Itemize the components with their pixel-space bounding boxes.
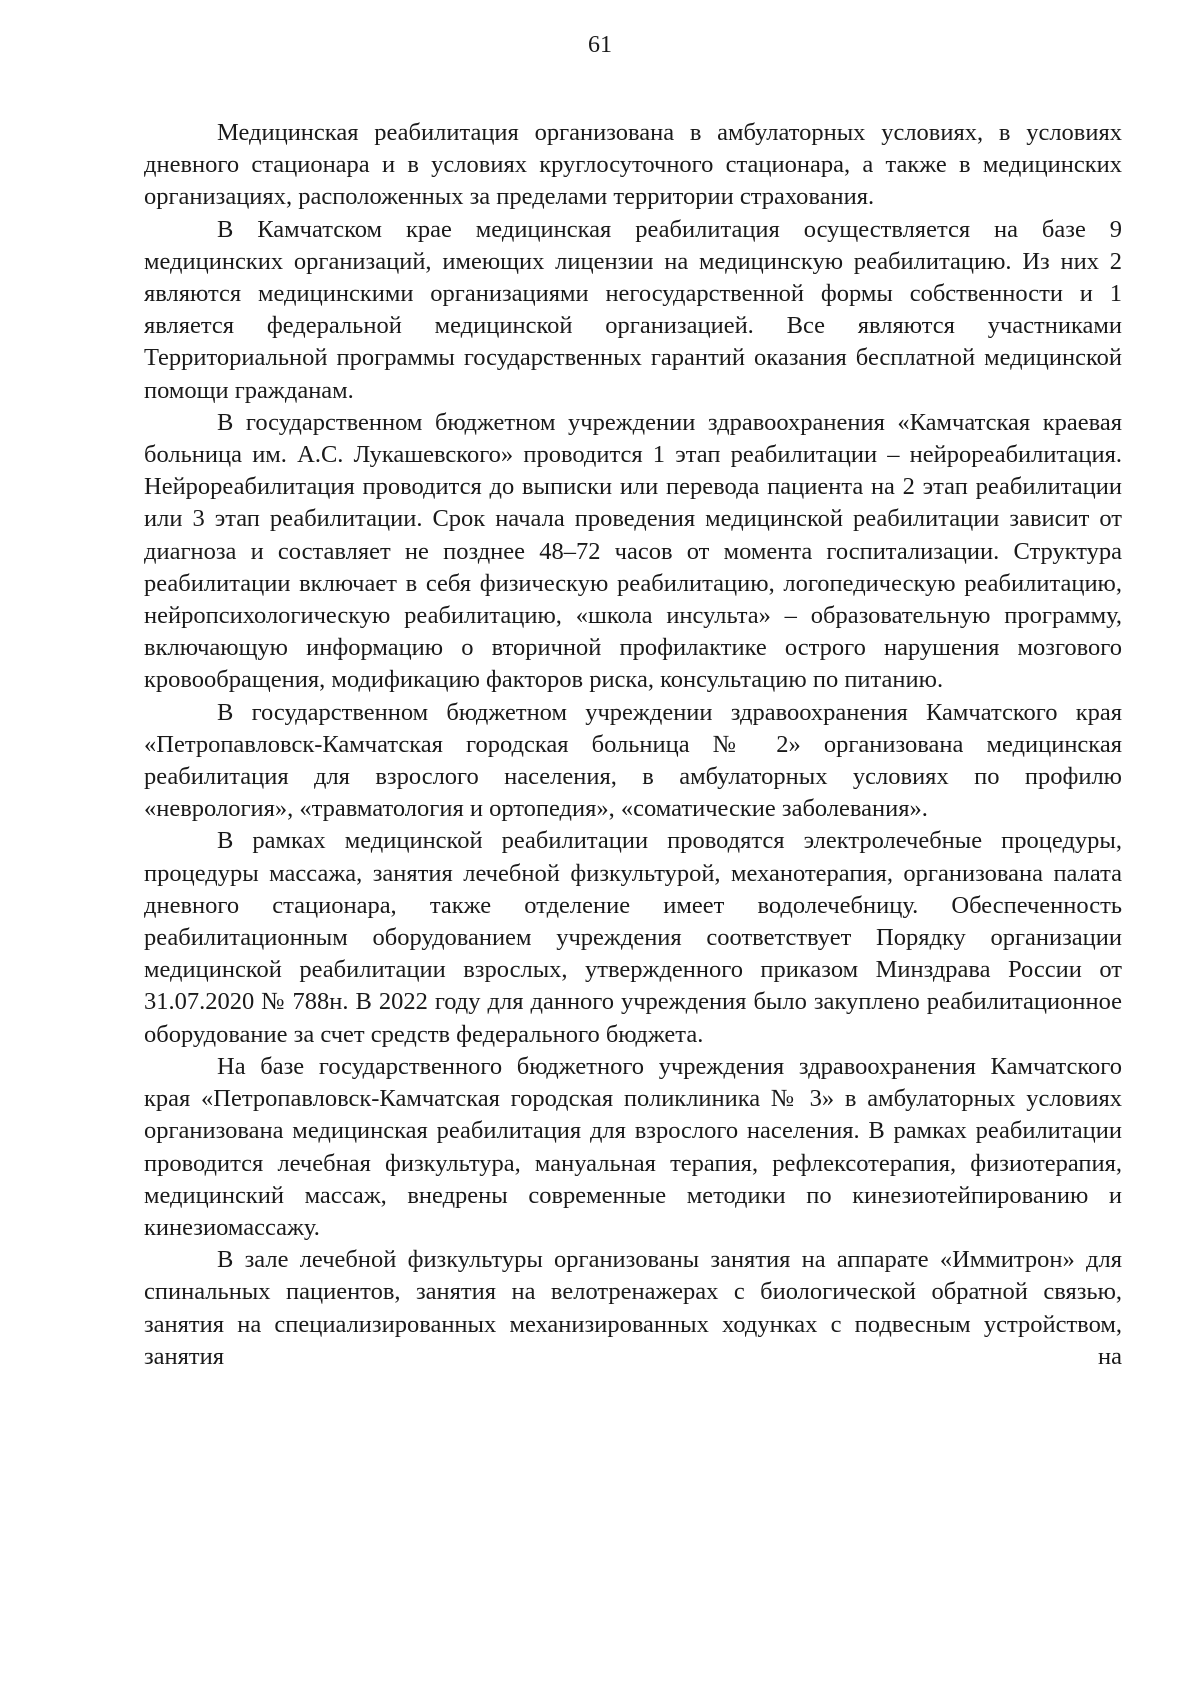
paragraph-city-hospital-2: В государственном бюджетном учреждении здравоохранения Камчатского края «Петропавловск-Камчатская городская больница № 2» организована медицинская реабилитация для взрослого населения, в амбулаторных условиях по профилю «неврология», «травматология и ортопедия», «соматические заболевания». [144,698,1122,823]
paragraph-regional-hospital: В государственном бюджетном учреждении здравоохранения «Камчатская краевая больница им. А.С. Лукашевского» проводится 1 этап реабилитации – нейрореабилитация. Нейрореабилитация проводится до выписки или перевода пациента на 2 этап реабилитации или 3 этап реабилитации. Срок начала проведения медицинской реабилитации зависит от диагноза и составляет не позднее 48–72 часов от момента госпитализации. Структура реабилитации включает в себя физическую реабилитацию, логопедическую реабилитацию, нейропсихологическую реабилитацию, «школа инсульта» – образовательную программу, включающую информацию о вторичной профилактике острого нарушения мозгового кровообращения, модификацию факторов риска, консультацию по питанию. [144,408,1122,694]
paragraph-exercise-hall: В зале лечебной физкультуры организованы занятия на аппарате «Иммитрон» для спинальных пациентов, занятия на велотренажерах с биологической обратной связью, занятия на специализированных механизированных ходунках с подвесным устройством, занятия на [144,1246,1122,1370]
paragraph-rehab-procedures: В рамках медицинской реабилитации проводятся электролечебные процедуры, процедуры массажа, занятия лечебной физкультурой, механотерапия, организована палата дневного стационара, также отделение имеет водолечебницу. Обеспеченность реабилитационным оборудованием учреждения соответствует Порядку организации медицинской реабилитации взрослых, утвержденного приказом Минздрава России от 31.07.2020 № 788н. В 2022 году для данного учреждения было закуплено реабилитационное оборудование за счет средств федерального бюджета. [144,827,1122,1048]
paragraph-polyclinic-3: На базе государственного бюджетного учреждения здравоохранения Камчатского края «Петропавловск-Камчатская городская поликлиника № 3» в амбулаторных условиях организована медицинская реабилитация для взрослого населения. В рамках реабилитации проводится лечебная физкультура, мануальная терапия, рефлексотерапия, физиотерапия, медицинский массаж, внедрены современные методики по кинезиотейпированию и кинезиомассажу. [144,1052,1122,1241]
page-number: 61 [588,32,612,58]
document-body [144,117,1122,1373]
paragraph-rehab-conditions: Медицинская реабилитация организована в амбулаторных условиях, в условиях дневного стационара и в условиях круглосуточного стационара, а также в медицинских организациях, расположенных за пределами территории страхования. [144,119,1122,211]
paragraph-kamchatka-organizations: В Камчатском крае медицинская реабилитация осуществляется на базе 9 медицинских организаций, имеющих лицензии на медицинскую реабилитацию. Из них 2 являются медицинскими организациями негосударственной формы собственности и 1 является федеральной медицинской организацией. Все являются участниками Территориальной программы государственных гарантий оказания бесплатной медицинской помощи гражданам. [144,215,1122,404]
